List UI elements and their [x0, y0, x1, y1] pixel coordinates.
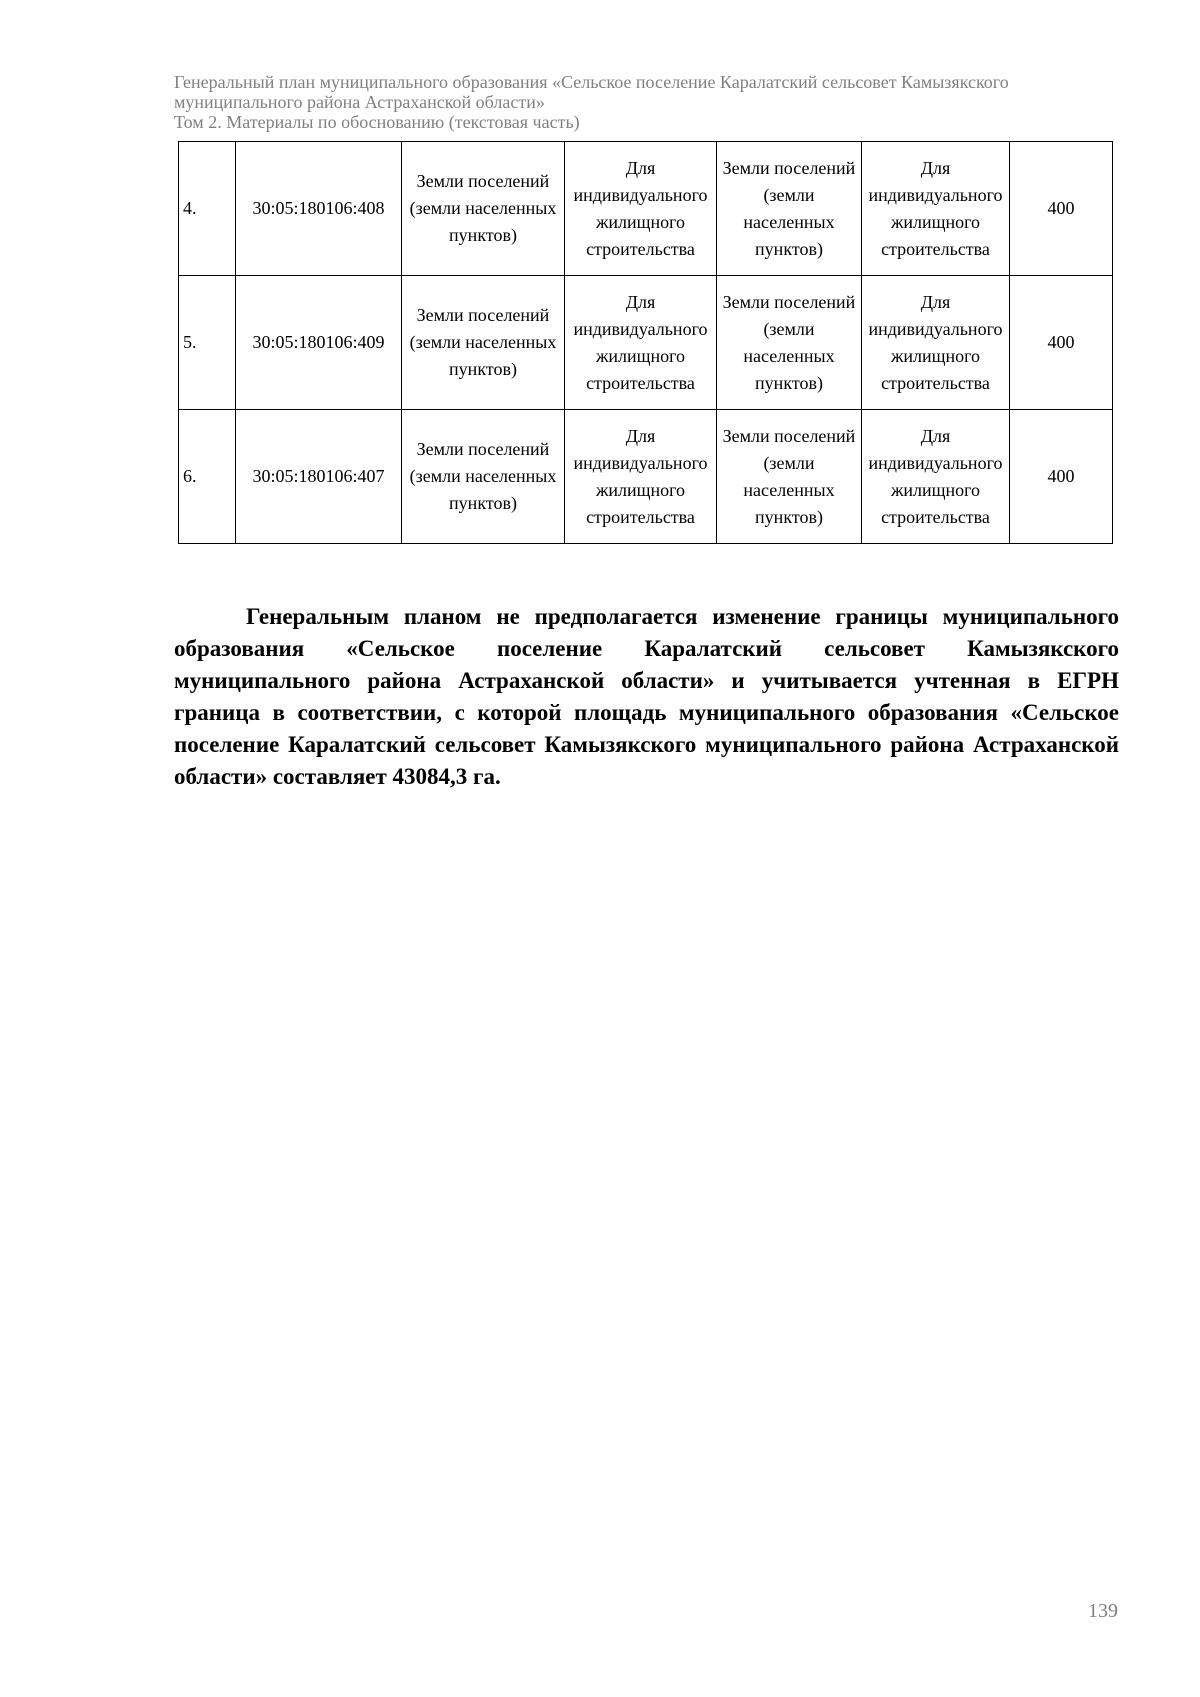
use-after: Для индивидуального жилищного строительства: [862, 142, 1010, 276]
running-header: [174, 72, 1134, 132]
cadastral-number: 30:05:180106:407: [236, 410, 402, 544]
row-number: 4.: [179, 142, 236, 276]
table-row: [179, 142, 1113, 276]
body-paragraph: Генеральным планом не предполагается изменение границы муниципального образования «Сельское поселение Каралатский сельсовет Камызякского муниципального района Астраханской области» и учитывается учтенная в ЕГРН граница в соответствии, с которой площадь муниципального образования «Сельское поселение Каралатский сельсовет Камызякского муниципального района Астраханской области» составляет 43084,3 га.: [174, 604, 1119, 789]
cadastral-number: 30:05:180106:409: [236, 276, 402, 410]
use-before: Для индивидуального жилищного строительства: [565, 276, 717, 410]
category-before: Земли поселений (земли населенных пунктов): [402, 142, 565, 276]
header-line-2: муниципального района Астраханской области»: [174, 92, 545, 112]
page-number: 139: [1088, 1600, 1118, 1622]
header-line-3: Том 2. Материалы по обоснованию (текстовая часть): [174, 112, 580, 132]
table-row: [179, 276, 1113, 410]
use-after: Для индивидуального жилищного строительства: [862, 276, 1010, 410]
category-before: Земли поселений (земли населенных пунктов): [402, 276, 565, 410]
category-after: Земли поселений (земли населенных пунктов): [717, 410, 862, 544]
category-after: Земли поселений (земли населенных пунктов): [717, 142, 862, 276]
area-value: 400: [1010, 142, 1113, 276]
row-number: 5.: [179, 276, 236, 410]
category-before: Земли поселений (земли населенных пунктов): [402, 410, 565, 544]
row-number: 6.: [179, 410, 236, 544]
table-row: [179, 410, 1113, 544]
area-value: 400: [1010, 276, 1113, 410]
category-after: Земли поселений (земли населенных пунктов): [717, 276, 862, 410]
use-before: Для индивидуального жилищного строительства: [565, 410, 717, 544]
area-value: 400: [1010, 410, 1113, 544]
use-before: Для индивидуального жилищного строительства: [565, 142, 717, 276]
use-after: Для индивидуального жилищного строительства: [862, 410, 1010, 544]
header-line-1: Генеральный план муниципального образования «Сельское поселение Каралатский сельсовет Камызякского: [174, 72, 1009, 92]
land-plots-table: [178, 141, 1113, 544]
cadastral-number: 30:05:180106:408: [236, 142, 402, 276]
